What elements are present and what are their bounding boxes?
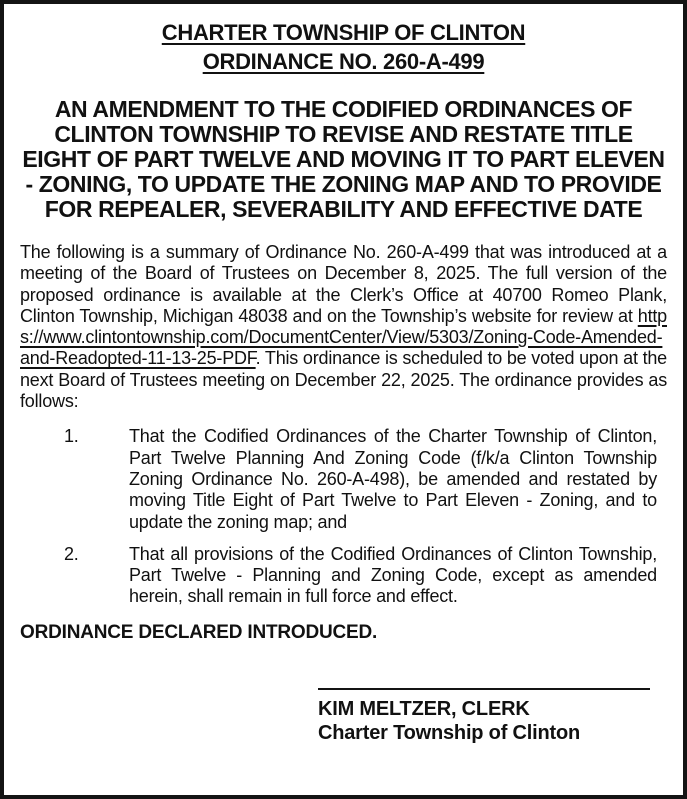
notice-title-line2: ORDINANCE NO. 260-A-499: [202, 49, 485, 74]
provision-number: 1.: [64, 426, 79, 447]
provision-text: That the Codified Ordinances of the Charter Township of Clinton, Part Twelve Planning And Zoning Code (f/k/a Clinton Township Zoning Ordinance No. 260-A-498), be amended and restated by moving Title Eight of Part Twelve to Part Eleven - Zoning, and to update the zoning map; and: [129, 426, 657, 532]
provision-item-1: [64, 426, 657, 532]
signature-block: [318, 688, 650, 745]
ordinance-document-link[interactable]: https://www.clintontownship.com/DocumentCenter/View/5303/Zoning-Code-Amended-and-Readopted-11-13-25-PDF: [20, 305, 667, 369]
clerk-name: KIM MELTZER, CLERK: [318, 697, 530, 720]
notice-title-line1: CHARTER TOWNSHIP OF CLINTON: [161, 20, 526, 45]
provision-item-2: [64, 544, 657, 608]
summary-paragraph: [20, 242, 667, 412]
provision-text: That all provisions of the Codified Ordinances of Clinton Township, Part Twelve - Planning and Zoning Code, except as amended herein, shall remain in full force and effect.: [129, 543, 657, 607]
declaration-text: ORDINANCE DECLARED INTRODUCED.: [20, 621, 378, 643]
signature-line: [318, 688, 650, 690]
provisions-list: [20, 426, 667, 607]
subject-heading: AN AMENDMENT TO THE CODIFIED ORDINANCES OF CLINTON TOWNSHIP TO REVISE AND RESTATE TITLE EIGHT OF PART TWELVE AND MOVING IT TO PART ELEVEN - ZONING, TO UPDATE THE ZONING MAP AND TO PROVIDE FOR REPEALER, SEVERABILITY AND EFFECTIVE DATE: [22, 96, 665, 222]
clerk-organization: Charter Township of Clinton: [318, 721, 580, 744]
notice-title: [20, 18, 667, 76]
provision-number: 2.: [64, 543, 79, 564]
summary-text-before-link: The following is a summary of Ordinance No. 260-A-499 that was introduced at a meeting of the Board of Trustees on December 8, 2025. The full version of the proposed ordinance is available at the Clerk’s Office at 40700 Romeo Plank, Clinton Township, Michigan 48038 and on the Township’s website for review at: [20, 242, 667, 326]
summary-text-after-link: . This ordinance is scheduled to be voted upon at the next Board of Trustees meeting on December 22, 2025. The ordinance provides as follows:: [20, 348, 667, 412]
